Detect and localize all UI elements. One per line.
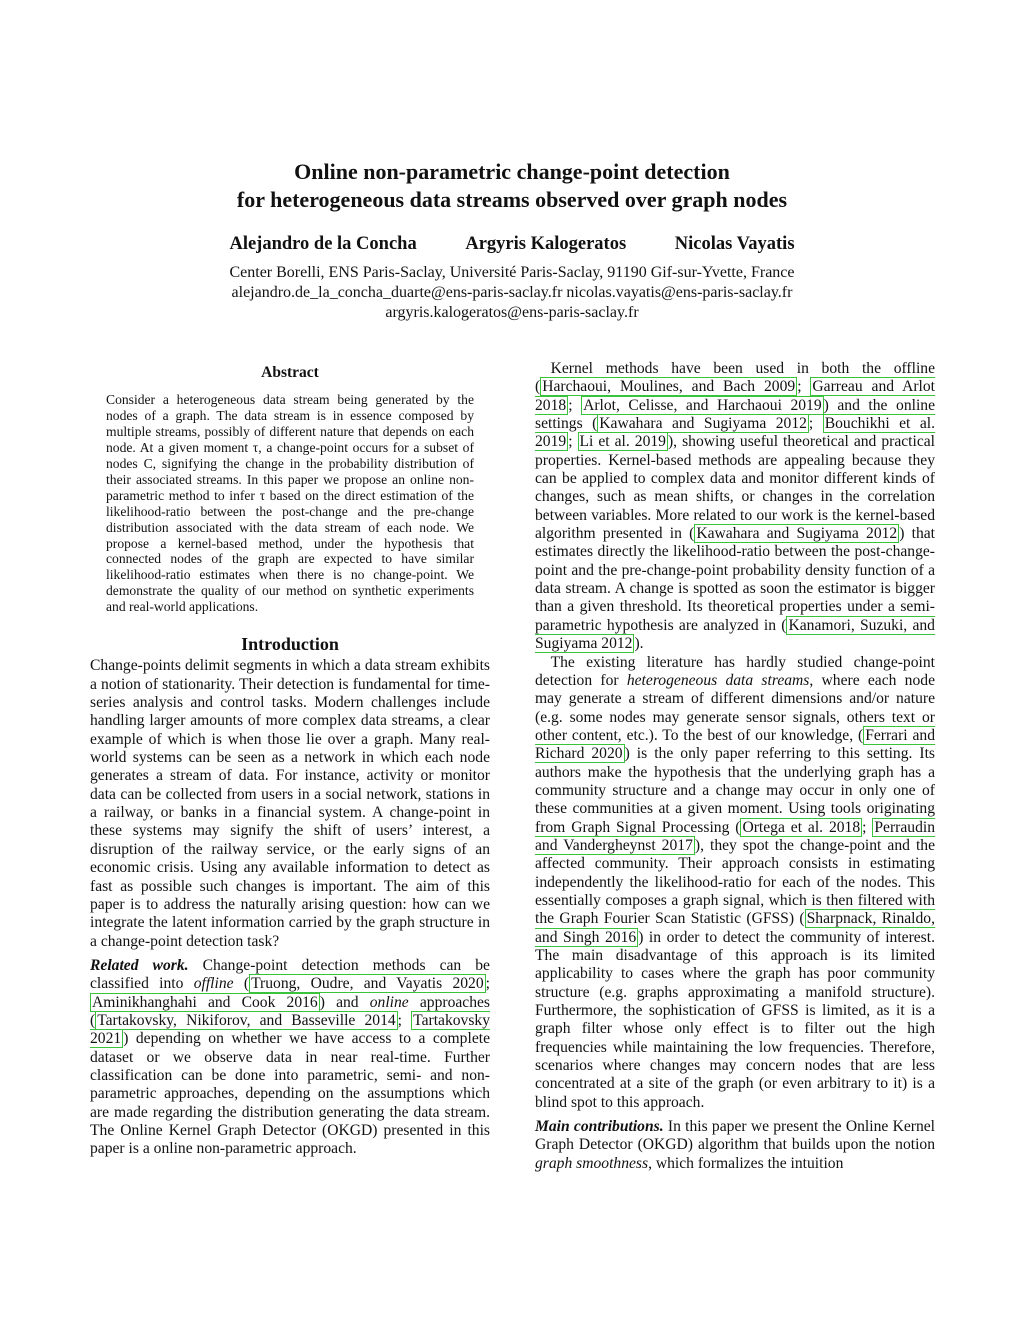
- author-list: [0, 234, 1024, 255]
- abstract-heading: Abstract: [261, 364, 319, 381]
- k-text-7: ), showing useful theoretical and practical properties. Kernel-based methods are appealing because they can be applied to complex data and monitor different kinds of changes, such as mean shifts, or changes in the correlation between variables. More related to our work is the kernel-based algorithm presented in (: [535, 433, 936, 543]
- title-line-1: Online non-parametric change-point detection: [294, 159, 730, 184]
- intro-paragraph-1: Change-points delimit segments in which a data stream exhibits a notion of stationarity. Their detection is fundamental for time-series analysis and control tasks. Modern challenges include handling larger amounts of more complex data streams, a clear example of which is when those lie over a graph. Many real-world systems can be seen as a network in which each node generates a stream of data. For instance, activity or monitor data can be collected from users in a social network, stations in a railway, or banks in a financial system. A change-point in these systems may signify the shift of users’ interest, a disruption of the railway service, or the early signs of an economic crisis. Using any available information to detect as fast as possible such changes is important. The aim of this paper is to address the naturally arising question: how can we integrate the latent information carried by the graph structure in a change-point detection task?: [90, 657, 490, 950]
- rw-offline: offline: [193, 975, 234, 993]
- e-heterogeneous: heterogeneous data streams: [626, 671, 810, 689]
- rw-text-1: Change-point detection methods can be classified into: [90, 956, 490, 993]
- author-3: Nicolas Vayatis: [674, 234, 795, 254]
- k-text-2: ;: [797, 378, 811, 396]
- citation-link[interactable]: Truong, Oudre, and Vayatis 2020: [251, 975, 484, 993]
- e-text-6: ) in order to detect the community of interest. The main disadvantage of this approach is its limited applicability to cases where the graph has poor community structure (e.g. graphs approximating a manifold structure). Furthermore, the sophistication of GFSS is limited, as it is a graph filter whose only effect is to filter out the high frequencies while maintaining the low frequencies. Therefore, scenarios where changes may concern nodes that are less concentrated at a site of the graph (or even arbitrary to it) is a blind spot to this approach.: [535, 928, 935, 1111]
- citation-link[interactable]: Bouchikhi et al. 2019: [535, 415, 935, 451]
- citation-link[interactable]: Ferrari and Richard 2020: [535, 726, 935, 763]
- affiliation-block: [0, 263, 1024, 323]
- heterogeneous-paragraph: [535, 654, 935, 1113]
- title-line-2: for heterogeneous data streams observed over graph nodes: [236, 187, 788, 212]
- citation-link[interactable]: Garreau and Arlot 2018: [535, 378, 935, 414]
- introduction-heading: Introduction: [241, 634, 339, 655]
- citation-link[interactable]: Harchaoui, Moulines, and Bach 2009: [542, 378, 796, 396]
- citation-link[interactable]: Li et al. 2019: [579, 433, 666, 451]
- k-text-1: Kernel methods have been used in both the offline (: [535, 360, 935, 396]
- citation-link[interactable]: Kanamori, Suzuki, and Sugiyama 2012: [535, 616, 935, 653]
- e-text-4: ;: [862, 818, 873, 836]
- main-contributions-paragraph: [535, 1118, 935, 1173]
- k-text-5: ;: [808, 415, 823, 433]
- rw-text-6: ;: [397, 1011, 412, 1029]
- rw-text-2: (: [233, 975, 250, 993]
- left-column: [90, 360, 490, 1159]
- emails-line-1: alejandro.de_la_concha_duarte@ens-paris-saclay.fr nicolas.vayatis@ens-paris-saclay.fr: [231, 284, 793, 301]
- emails-line-2: argyris.kalogeratos@ens-paris-saclay.fr: [385, 304, 639, 321]
- rw-text-3: ;: [485, 975, 490, 993]
- m-graph-smoothness: graph smoothness: [535, 1154, 649, 1172]
- abstract-text: Consider a heterogeneous data stream being generated by the nodes of a graph. The data stream is in essence composed by multiple streams, possibly of different nature that depends on each node. At a given moment τ, a change-point occurs for a subset of nodes C, signifying the change in the probability distribution of their associated streams. In this paper we propose an online non-parametric method to infer τ based on the direct estimation of the likelihood-ratio between the post-change and the pre-change distribution associated with the data stream of each node. We propose a kernel-based method, under the hypothesis that connected nodes of the graph are expected to have similar likelihood-ratio estimates when there is no change-point. We demonstrate the quality of our method on synthetic experiments and real-world applications.: [106, 392, 474, 615]
- related-work-label: Related work.: [90, 956, 189, 974]
- rw-online: online: [369, 993, 409, 1011]
- k-text-9: ).: [634, 635, 644, 653]
- k-text-3: ;: [568, 396, 582, 414]
- e-text-5: ), they spot the change-point and the affected community. Their approach consists in estimating independently the likelihood-ratio for each of the nodes. This essentially composes a graph signal, which is then filtered with the Graph Fourier Scan Statistic (GFSS) (: [535, 836, 936, 928]
- main-contributions-label: Main contributions.: [535, 1118, 664, 1136]
- related-work-paragraph: [90, 957, 490, 1159]
- citation-link[interactable]: Tartakovsky, Nikiforov, and Basseville 2014: [97, 1011, 396, 1029]
- m-text-2: , which formalizes the intuition: [648, 1154, 844, 1172]
- citation-link[interactable]: Perraudin and Vandergheynst 2017: [535, 818, 935, 854]
- citation-link[interactable]: Arlot, Celisse, and Harchaoui 2019: [583, 396, 822, 414]
- kernel-paragraph: [535, 360, 935, 654]
- citation-link[interactable]: Kawahara and Sugiyama 2012: [696, 525, 898, 543]
- rw-text-5: approaches (: [90, 993, 490, 1029]
- k-text-6: ;: [568, 433, 578, 451]
- e-text-3: ) is the only paper referring to this setting. Its authors make the hypothesis that the underlying graph has a community structure and a change may occur in only one of these communities at a given moment. Using tools originating from Graph Signal Processing (: [535, 745, 936, 836]
- right-column: [535, 360, 935, 1173]
- m-text-1: In this paper we present the Online Kernel Graph Detector (OKGD) algorithm that builds upon the notion: [535, 1118, 935, 1154]
- e-text-1: The existing literature has hardly studied change-point detection for: [535, 653, 935, 689]
- k-text-4: ) and the online settings (: [535, 396, 935, 433]
- rw-text-4: ) and: [319, 993, 370, 1011]
- rw-text-7: ) depending on whether we have access to a complete dataset or we observe data in near real-time. Further classification can be done into parametric, semi- and non-parametric approaches, depending on the assumptions which are made regarding the distribution generating the data stream. The Online Kernel Graph Detector (OKGD) presented in this paper is a online non-parametric approach.: [90, 1030, 490, 1158]
- author-1: Alejandro de la Concha: [229, 234, 417, 254]
- author-2: Argyris Kalogeratos: [465, 234, 627, 254]
- citation-link[interactable]: Tartakovsky 2021: [90, 1011, 490, 1048]
- citation-link[interactable]: Kawahara and Sugiyama 2012: [599, 415, 807, 433]
- citation-link[interactable]: Aminikhanghahi and Cook 2016: [92, 993, 318, 1011]
- e-text-2: , where each node may generate a stream of different dimensions and/or nature (e.g. some nodes may generate sensor signals, others text or other content, etc.). To the best of our knowledge, (: [535, 671, 935, 744]
- citation-link[interactable]: Sharpnack, Rinaldo, and Singh 2016: [535, 910, 935, 946]
- paper-title: [0, 158, 1024, 214]
- citation-link[interactable]: Ortega et al. 2018: [742, 818, 861, 836]
- k-text-8: ) that estimates directly the likelihood-ratio between the post-change-point and the pre-change-point probability density function of a data stream. A change is spotted as soon the estimator is bigger than a given threshold. Its theoretical properties under a semi-parametric hypothesis are analyzed in (: [535, 525, 935, 634]
- affiliation: Center Borelli, ENS Paris-Saclay, Université Paris-Saclay, 91190 Gif-sur-Yvette, France: [229, 264, 795, 281]
